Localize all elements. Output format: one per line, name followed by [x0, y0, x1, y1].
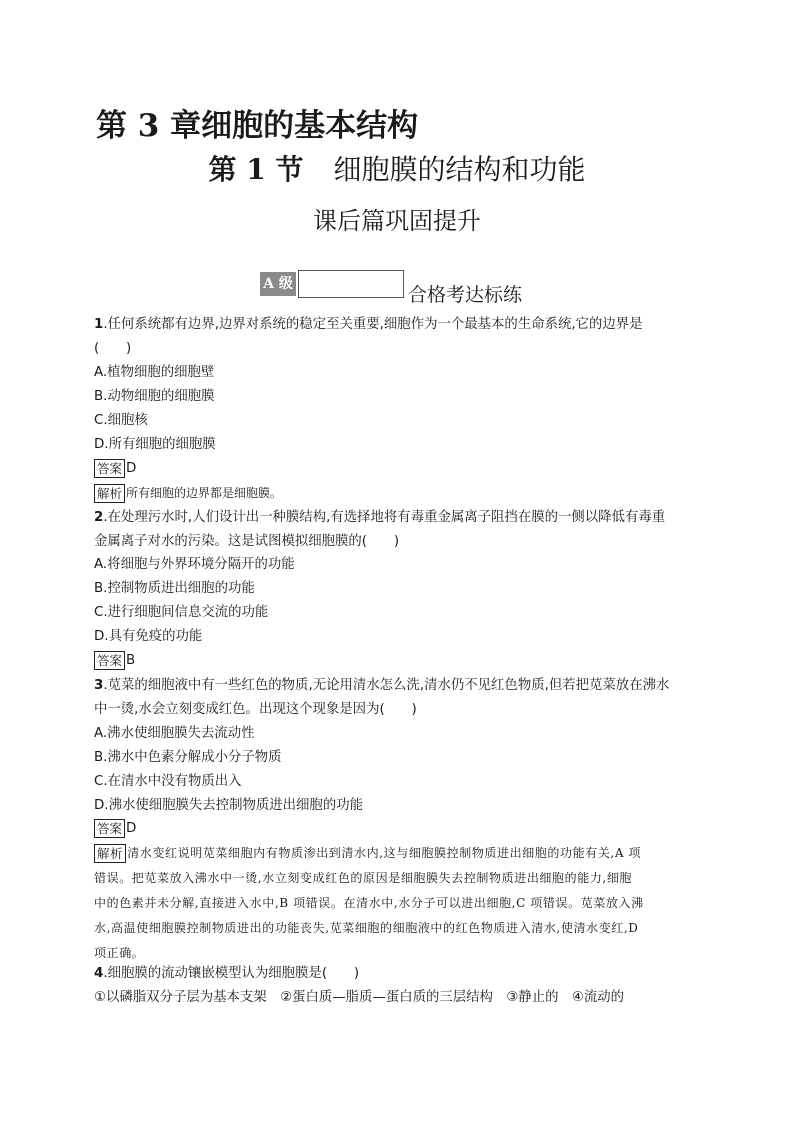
answer-value: D [126, 461, 137, 476]
answer-line [94, 458, 136, 480]
question-number: 1 [94, 317, 104, 332]
answer-line [94, 650, 135, 672]
analysis-tag: 解析 [94, 844, 126, 863]
option-c: C.在清水中没有物质出入 [94, 774, 242, 789]
answer-tag: 答案 [94, 819, 125, 838]
answer-tag: 答案 [94, 459, 125, 478]
question-1-stem [94, 313, 643, 337]
analysis-row [94, 841, 696, 866]
answer-tag: 答案 [94, 651, 125, 670]
question-4-stem [94, 962, 359, 986]
question-text: .在处理污水时,人们设计出一种膜结构,有选择地将有毒重金属离子阻挡在膜的一侧以降低有毒重 [103, 510, 666, 525]
section-name: 细胞膜的结构和功能 [333, 153, 586, 186]
chapter-title: 第 3 章细胞的基本结构 [96, 108, 419, 144]
question-3-stem [94, 674, 669, 698]
analysis-row: 错误。把苋菜放入沸水中一烫,水立刻变成红色的原因是细胞膜失去控制物质进出细胞的能力,细胞 [94, 871, 633, 885]
question-text: .细胞膜的流动镶嵌模型认为细胞膜是( ) [103, 966, 360, 981]
analysis-text: 所有细胞的边界都是细胞膜。 [126, 486, 283, 500]
question-2-line2: 金属离子对水的污染。这是试图模拟细胞膜的( ) [94, 534, 400, 549]
option-a: A.将细胞与外界环境分隔开的功能 [94, 557, 295, 572]
question-number: 2 [94, 510, 104, 525]
answer-line [94, 818, 136, 840]
analysis-block [94, 841, 696, 966]
question-number: 3 [94, 678, 104, 693]
analysis-row: 项正确。 [94, 946, 145, 960]
question-1-bracket: ( ) [94, 341, 132, 356]
analysis-row: 中的色素并未分解,直接进入水中,B 项错误。在清水中,水分子可以进出细胞,C 项错误。苋菜放入沸 [94, 896, 644, 910]
question-3-line2: 中一烫,水会立刻变成红色。出现这个现象是因为( ) [94, 702, 417, 717]
option-c: C.细胞核 [94, 413, 148, 428]
option-c: C.进行细胞间信息交流的功能 [94, 605, 269, 620]
question-text: .苋菜的细胞液中有一些红色的物质,无论用清水怎么洗,清水仍不见红色物质,但若把苋菜放在沸水 [103, 678, 670, 693]
level-banner [260, 270, 560, 304]
option-d: D.沸水使细胞膜失去控制物质进出细胞的功能 [94, 798, 363, 813]
option-a: A.沸水使细胞膜失去流动性 [94, 726, 255, 741]
section-title [0, 148, 794, 188]
level-badge: A 级 [260, 272, 296, 296]
analysis-tag: 解析 [94, 484, 125, 503]
analysis-line [94, 482, 282, 505]
subtitle: 课后篇巩固提升 [313, 207, 481, 235]
option-b: B.沸水中色素分解成小分子物质 [94, 750, 282, 765]
level-underline-box [298, 270, 404, 298]
question-2-stem [94, 506, 665, 530]
analysis-row: 水,高温使细胞膜控制物质进出的功能丧失,苋菜细胞的细胞液中的红色物质进入清水,使清水变红,D [94, 921, 639, 935]
answer-value: D [126, 821, 137, 836]
question-text: .任何系统都有边界,边界对系统的稳定至关重要,细胞作为一个最基本的生命系统,它的边界是 [103, 317, 643, 332]
option-a: A.植物细胞的细胞壁 [94, 365, 215, 380]
analysis-text: 清水变红说明苋菜细胞内有物质渗出到清水内,这与细胞膜控制物质进出细胞的功能有关,A 项 [127, 846, 642, 860]
question-4-statements: ①以磷脂双分子层为基本支架 ②蛋白质—脂质—蛋白质的三层结构 ③静止的 ④流动的 [94, 990, 625, 1005]
section-number: 第 1 节 [208, 153, 304, 186]
answer-value: B [126, 653, 136, 668]
level-label: 合格考达标练 [408, 284, 523, 306]
option-d: D.所有细胞的细胞膜 [94, 437, 216, 452]
question-number: 4 [94, 966, 104, 981]
option-b: B.动物细胞的细胞膜 [94, 389, 215, 404]
option-b: B.控制物质进出细胞的功能 [94, 581, 255, 596]
option-d: D.具有免疫的功能 [94, 629, 203, 644]
